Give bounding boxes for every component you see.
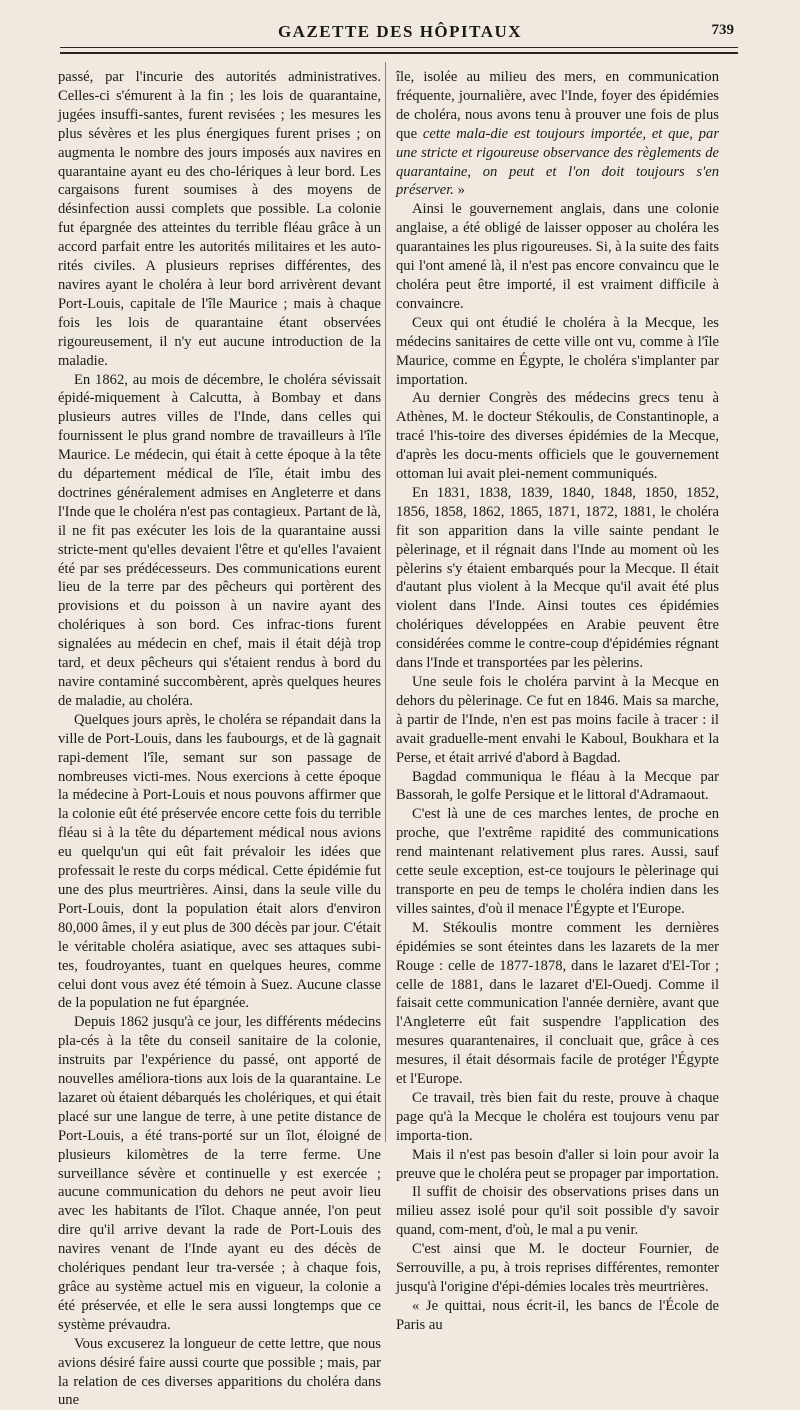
paragraph: M. Stékoulis montre comment les dernières épidémies se sont éteintes dans les lazarets de la mer Rouge : celle de 1877-1878, dans le lazaret d'El-Tor ; celle de 1881, dans le lazaret d'El-Ouedj. Comme il faisait cette communication l'année dernière, avant que l'Angleterre eût fait suspendre l'application des mesures quarantenaires, il concluait que, grâce à ces mesures, il était désormais facile de protéger l'Égypte et l'Europe. <box>396 919 719 1088</box>
paragraph: Bagdad communiqua le fléau à la Mecque par Bassorah, le golfe Persique et le littoral d'Adramaout. <box>396 768 719 804</box>
paragraph: En 1862, au mois de décembre, le choléra sévissait épidé-miquement à Calcutta, à Bombay et dans plusieurs autres villes de l'Inde, dans celles qui fournissent le plus grand nombre de travailleurs à l'île Maurice. Le médecin, qui était à cette époque à la tête du département médical de l'île, était imbu des doctrines généralement admises en Angleterre et dans l'Inde que le choléra n'est pas contagieux. Partant de là, il ne fit pas exécuter les lois de la quarantaine aussi stricte-ment qu'elles devaient l'être et qu'elles l'avaient été par ses prédécesseurs. Des communications eurent lieu de la terre par des pêcheurs qui portèrent des provisions et du poisson à un navire ayant des cholériques à son bord. Ces infrac-tions furent signalées au médecin en chef, mais il était déjà trop tard, et deux pêcheurs qui s'étaient rendus à bord du navire contaminé succombèrent, après quelques heures de maladie, au choléra. <box>58 371 381 709</box>
page-title: GAZETTE DES HÔPITAUX <box>277 22 523 41</box>
paragraph: Au dernier Congrès des médecins grecs tenu à Athènes, M. le docteur Stékoulis, de Constantinople, a tracé l'his-toire des diverses épidémies de la Mecque, d'après les docu-ments officiels que le gouvernement ottoman lui avait plei-nement communiqués. <box>396 390 719 483</box>
paragraph: Il suffit de choisir des observations prises dans un milieu assez isolé pour qu'il soit possible d'y savoir quand, com-ment, d'où, le mal a pu venir. <box>396 1184 719 1239</box>
paragraph: Depuis 1862 jusqu'à ce jour, les différents médecins pla-cés à la tête du conseil sanitaire de la colonie, instruits par l'expérience du passé, ont apporté de nouvelles améliora-tions aux lois de la quarantaine. Le lazaret où étaient débarqués les cholériques, et qui était placé sur une langue de terre, à une petite distance de Port-Louis, a été trans-porté sur un îlot, éloigné de plusieurs kilomètres de la terre ferme. Une surveillance sévère et continuelle y est exercée ; aucune communication du dehors ne peut avoir lieu avec les habitants de l'îlot. Chaque année, l'on peut dire qu'il arrive devant la rade de Port-Louis des navires venant de l'Inde ayant eu des décès de cholériques pendant leur tra-versée ; à chaque fois, grâce au système actuel mis en vigueur, la colonie a été préservée, et elle le sera aussi longtemps que ce système prévaudra. <box>58 1014 381 1333</box>
paragraph: En 1831, 1838, 1839, 1840, 1848, 1850, 1852, 1856, 1858, 1862, 1865, 1871, 1872, 1881, le choléra fit son apparition dans la ville sainte pendant le pèlerinage, et il régnait dans l'Inde au moment où les pèlerins s'y étaient embarqués pour la Mecque. Il était d'autant plus violent à la Mecque qu'il avait été plus violent dans l'Inde. Ainsi toutes ces épidémies cholériques développées en Arabie peuvent être considérées comme le contre-coup d'épidémies régnant dans l'Inde et transportées par les pèlerins. <box>396 484 719 672</box>
page-number: 739 <box>711 22 734 38</box>
paragraph: C'est là une de ces marches lentes, de proche en proche, que l'extrême rapidité des communications rend maintenant relativement plus rares. Aussi, sauf cette seule exception, est-ce toujours le pèlerinage qui transporte en peu de temps le choléra indien dans les villes saintes, d'où il menace l'Égypte et l'Europe. <box>396 806 719 917</box>
header-rule-thick <box>60 52 738 54</box>
right-column <box>396 68 719 1335</box>
paragraph: Ainsi le gouvernement anglais, dans une colonie anglaise, a été obligé de laisser opposer au choléra les quarantaines les plus rigoureuses. Si, à la suite des faits qui l'ont amené là, il n'est pas encore convaincu que le choléra peut être importé, il est vraiment difficile à convaincre. <box>396 201 720 312</box>
paragraph: « Je quittai, nous écrit-il, les bancs de l'École de Paris au <box>396 1297 719 1333</box>
paragraph: Vous excuserez la longueur de cette lettre, que nous avions désiré faire aussi courte que possible ; mais, par la relation de ces diverses apparitions du choléra dans une <box>58 1335 381 1409</box>
paragraph: Ceux qui ont étudié le choléra à la Mecque, les médecins sanitaires de cette ville ont vu, comme à l'île Maurice, comme en Égypte, le choléra s'implanter par importation. <box>396 314 719 388</box>
paragraph: C'est ainsi que M. le docteur Fournier, de Serrouville, a pu, à trois reprises différentes, remonter jusqu'à l'origine d'épi-démies locales très meurtrières. <box>396 1241 719 1295</box>
left-column <box>58 68 381 1410</box>
paragraph-opening <box>396 68 719 200</box>
header-rule <box>60 47 738 48</box>
paragraph: passé, par l'incurie des autorités administratives. Celles-ci s'émurent à la fin ; les lois de quarantaine, jugées insuffi-santes, furent revisées ; les mesures les plus sévères et les plus énergiques furent prises ; on augmenta le nombre des jours imposés aux navires en quarantaine ayant eu des cho-lériques à leur bord. Les cargaisons furent soumises à des moyens de désinfection aussi complets que possible. La colonie fut épargnée des atteintes du terrible fléau grâce à un accord parfait entre les autorités militaires et les auto-rités civiles. A plusieurs reprises différentes, des navires ayant le choléra à leur bord arrivèrent devant Port-Louis, capitale de l'île Maurice ; mais à chaque fois les lois de quarantaine étant observées rigoureusement, il n'y eut aucune introduction de la maladie. <box>58 69 381 369</box>
paragraph: Ce travail, très bien fait du reste, prouve à chaque page qu'à la Mecque le choléra est toujours venu par importa-tion. <box>396 1089 719 1144</box>
text-run: île, isolée au milieu des mers, en communication fréquente, journalière, avec l'Inde, foyer des épidémies de choléra, nous avons tenu à prouver une fois de plus que <box>396 69 719 142</box>
column-divider <box>385 62 386 1142</box>
paragraph: Mais il n'est pas besoin d'aller si loin pour avoir la preuve que le choléra peut se propager par importation. <box>396 1146 719 1182</box>
italic-text-run: cette mala-die est toujours importée, et que, par une stricte et rigoureuse observance des règlements de quarantaine, on peut et l'on doit toujours s'en préserver. <box>396 125 719 199</box>
text-run: » <box>453 182 465 199</box>
paragraph: Une seule fois le choléra parvint à la Mecque en dehors du pèlerinage. Ce fut en 1846. Mais sa marche, à partir de l'Inde, n'en est pas moins facile à tracer : il avait graduelle-ment envahi le Kaboul, Boukhara et la Perse, et était arrivé d'abord à Bagdad. <box>396 674 719 766</box>
paragraph: Quelques jours après, le choléra se répandait dans la ville de Port-Louis, dans les faubourgs, et de là gagnait rapi-dement l'île, semant sur son passage de nombreuses victi-mes. Nous exercions à cette époque la médecine à Port-Louis et nous pouvons affirmer que la colonie eût été préservée encore cette fois du terrible fléau si à la tête du département médical nous avions eu quelqu'un qui eût fait prévaloir les idées que professait le reste du corps médical. Cette épidémie fut une des plus meurtrières. Ainsi, dans la seule ville du Port-Louis, dont la population était alors d'environ 80,000 âmes, il y eut plus de 300 décès par jour. C'était le véritable choléra asiatique, avec ses attaques subi-tes, foudroyantes, tuant en quelques heures, comme celui dont vous avez été témoin à Suez. Aucune classe de la population ne fut épargnée. <box>58 711 381 1012</box>
